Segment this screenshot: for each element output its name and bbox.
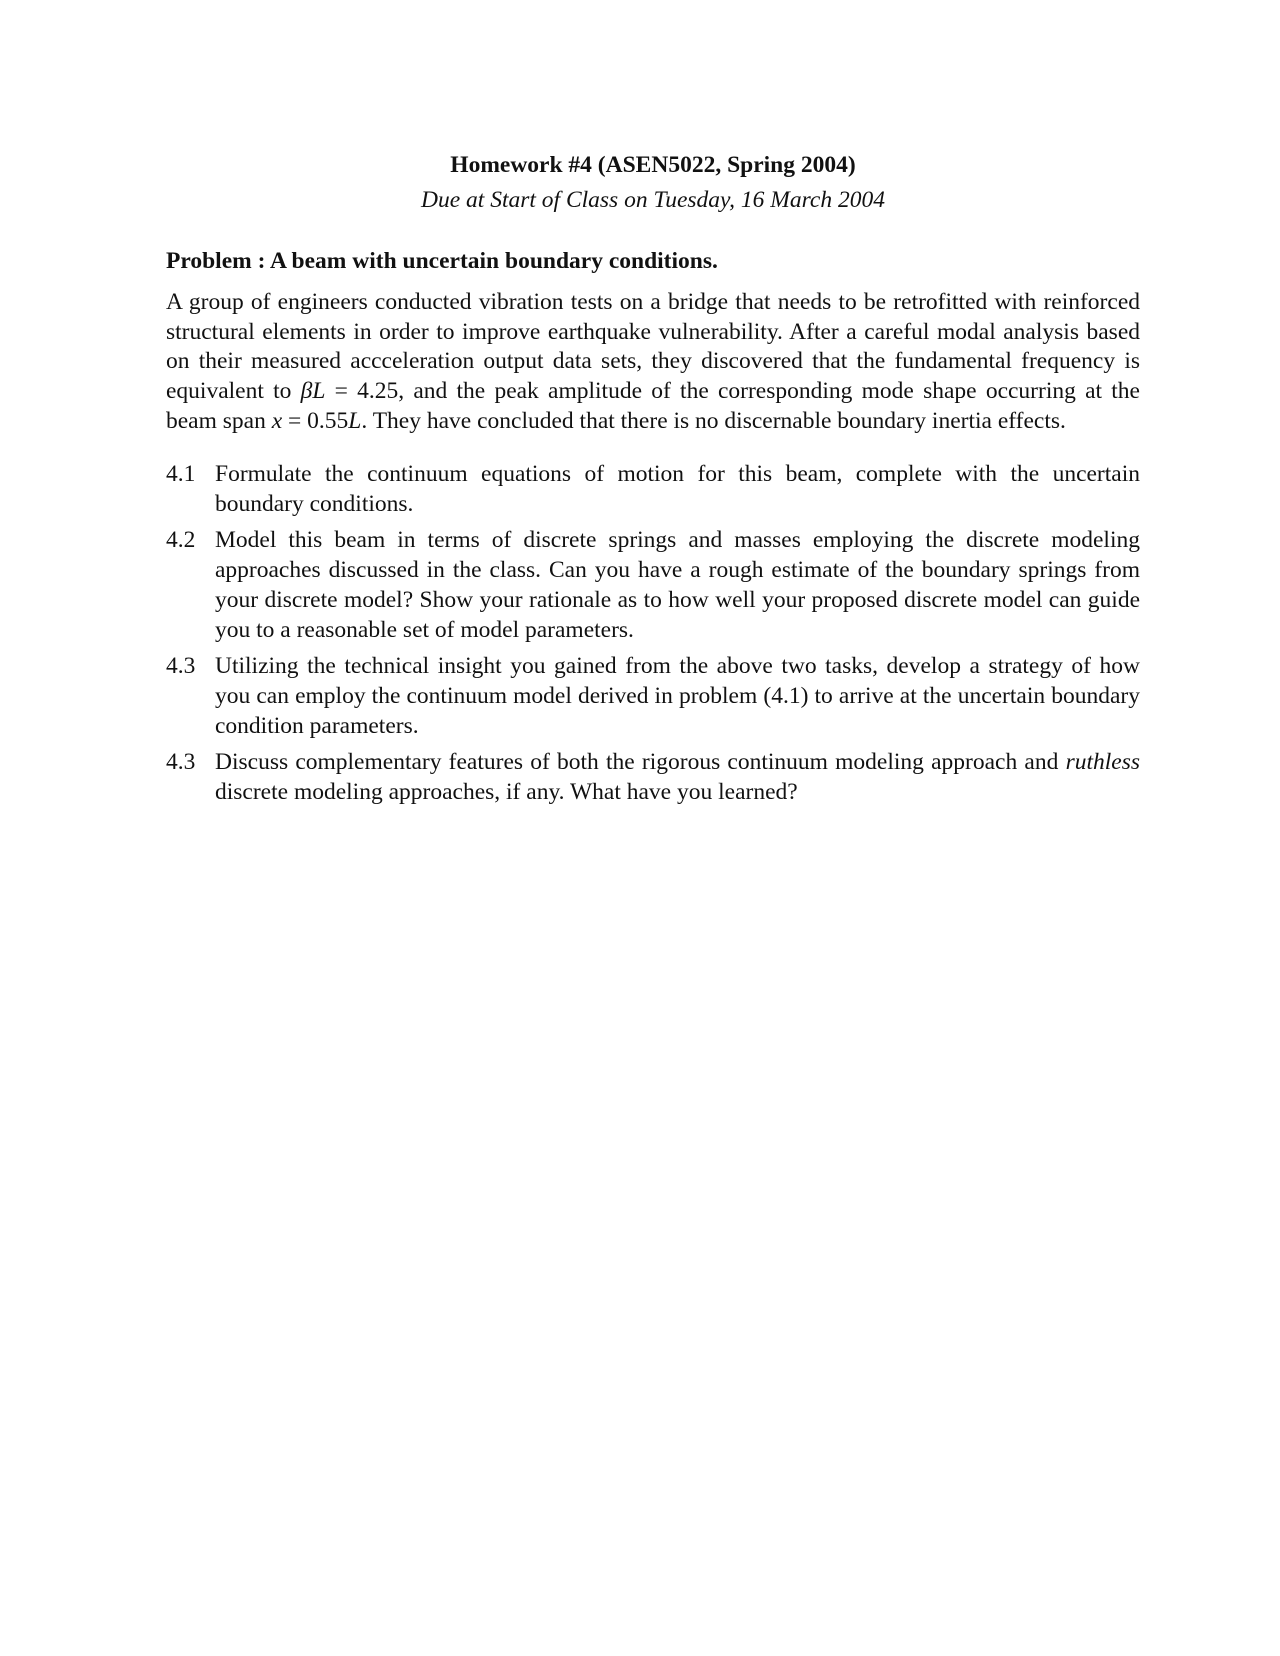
due-date-subtitle: Due at Start of Class on Tuesday, 16 March 2004	[421, 187, 885, 213]
problem-heading: Problem : A beam with uncertain boundary conditions.	[166, 248, 718, 274]
intro-text-part-2: = 4.25, and the peak amplitude of the corresponding mode shape occurring at the beam span	[166, 378, 1140, 434]
task-text	[215, 749, 1140, 805]
task-item-4-2	[166, 526, 1140, 645]
emphasized-word: ruthless	[1065, 749, 1140, 776]
task-list	[166, 460, 1140, 808]
task-text: Formulate the continuum equations of motion for this beam, complete with the uncertain boundary conditions.	[215, 461, 1140, 517]
task-number: 4.2	[166, 527, 196, 554]
math-l: L	[348, 407, 362, 434]
document-header	[166, 150, 1140, 215]
task-number: 4.3	[166, 749, 196, 776]
task-text-after: discrete modeling approaches, if any. What have you learned?	[215, 779, 798, 806]
math-beta-l: βL	[300, 378, 326, 405]
task-item-4-1	[166, 460, 1140, 519]
task-item-4-3-discussion	[166, 748, 1140, 807]
intro-text-part-1: A group of engineers conducted vibration tests on a bridge that needs to be retrofitted with reinforced structural elements in order to improve earthquake vulnerability. After a careful modal analysis based on their measured accceleration output data sets, they discovered that the fundamental frequency is equivalent to	[166, 289, 1140, 405]
intro-text-part-4: . They have concluded that there is no discernable boundary inertia effects.	[361, 407, 1066, 434]
math-x: x	[271, 407, 283, 434]
intro-text-part-3: = 0.55	[282, 407, 349, 434]
problem-intro-paragraph	[166, 288, 1140, 437]
task-text: Model this beam in terms of discrete springs and masses employing the discrete modeling approaches discussed in the class. Can you have a rough estimate of the boundary springs from your discrete model? Show your rationale as to how well your proposed discrete model can guide you to a reasonable set of model parameters.	[215, 527, 1140, 643]
task-item-4-3-strategy	[166, 652, 1140, 741]
homework-page	[166, 150, 1140, 815]
task-text-before: Discuss complementary features of both the rigorous continuum modeling approach and	[215, 749, 1066, 776]
task-text: Utilizing the technical insight you gained from the above two tasks, develop a strategy of how you can employ the continuum model derived in problem (4.1) to arrive at the uncertain boundary condition parameters.	[215, 653, 1140, 739]
document-title: Homework #4 (ASEN5022, Spring 2004)	[450, 152, 856, 178]
task-number: 4.3	[166, 653, 196, 680]
task-number: 4.1	[166, 461, 196, 488]
